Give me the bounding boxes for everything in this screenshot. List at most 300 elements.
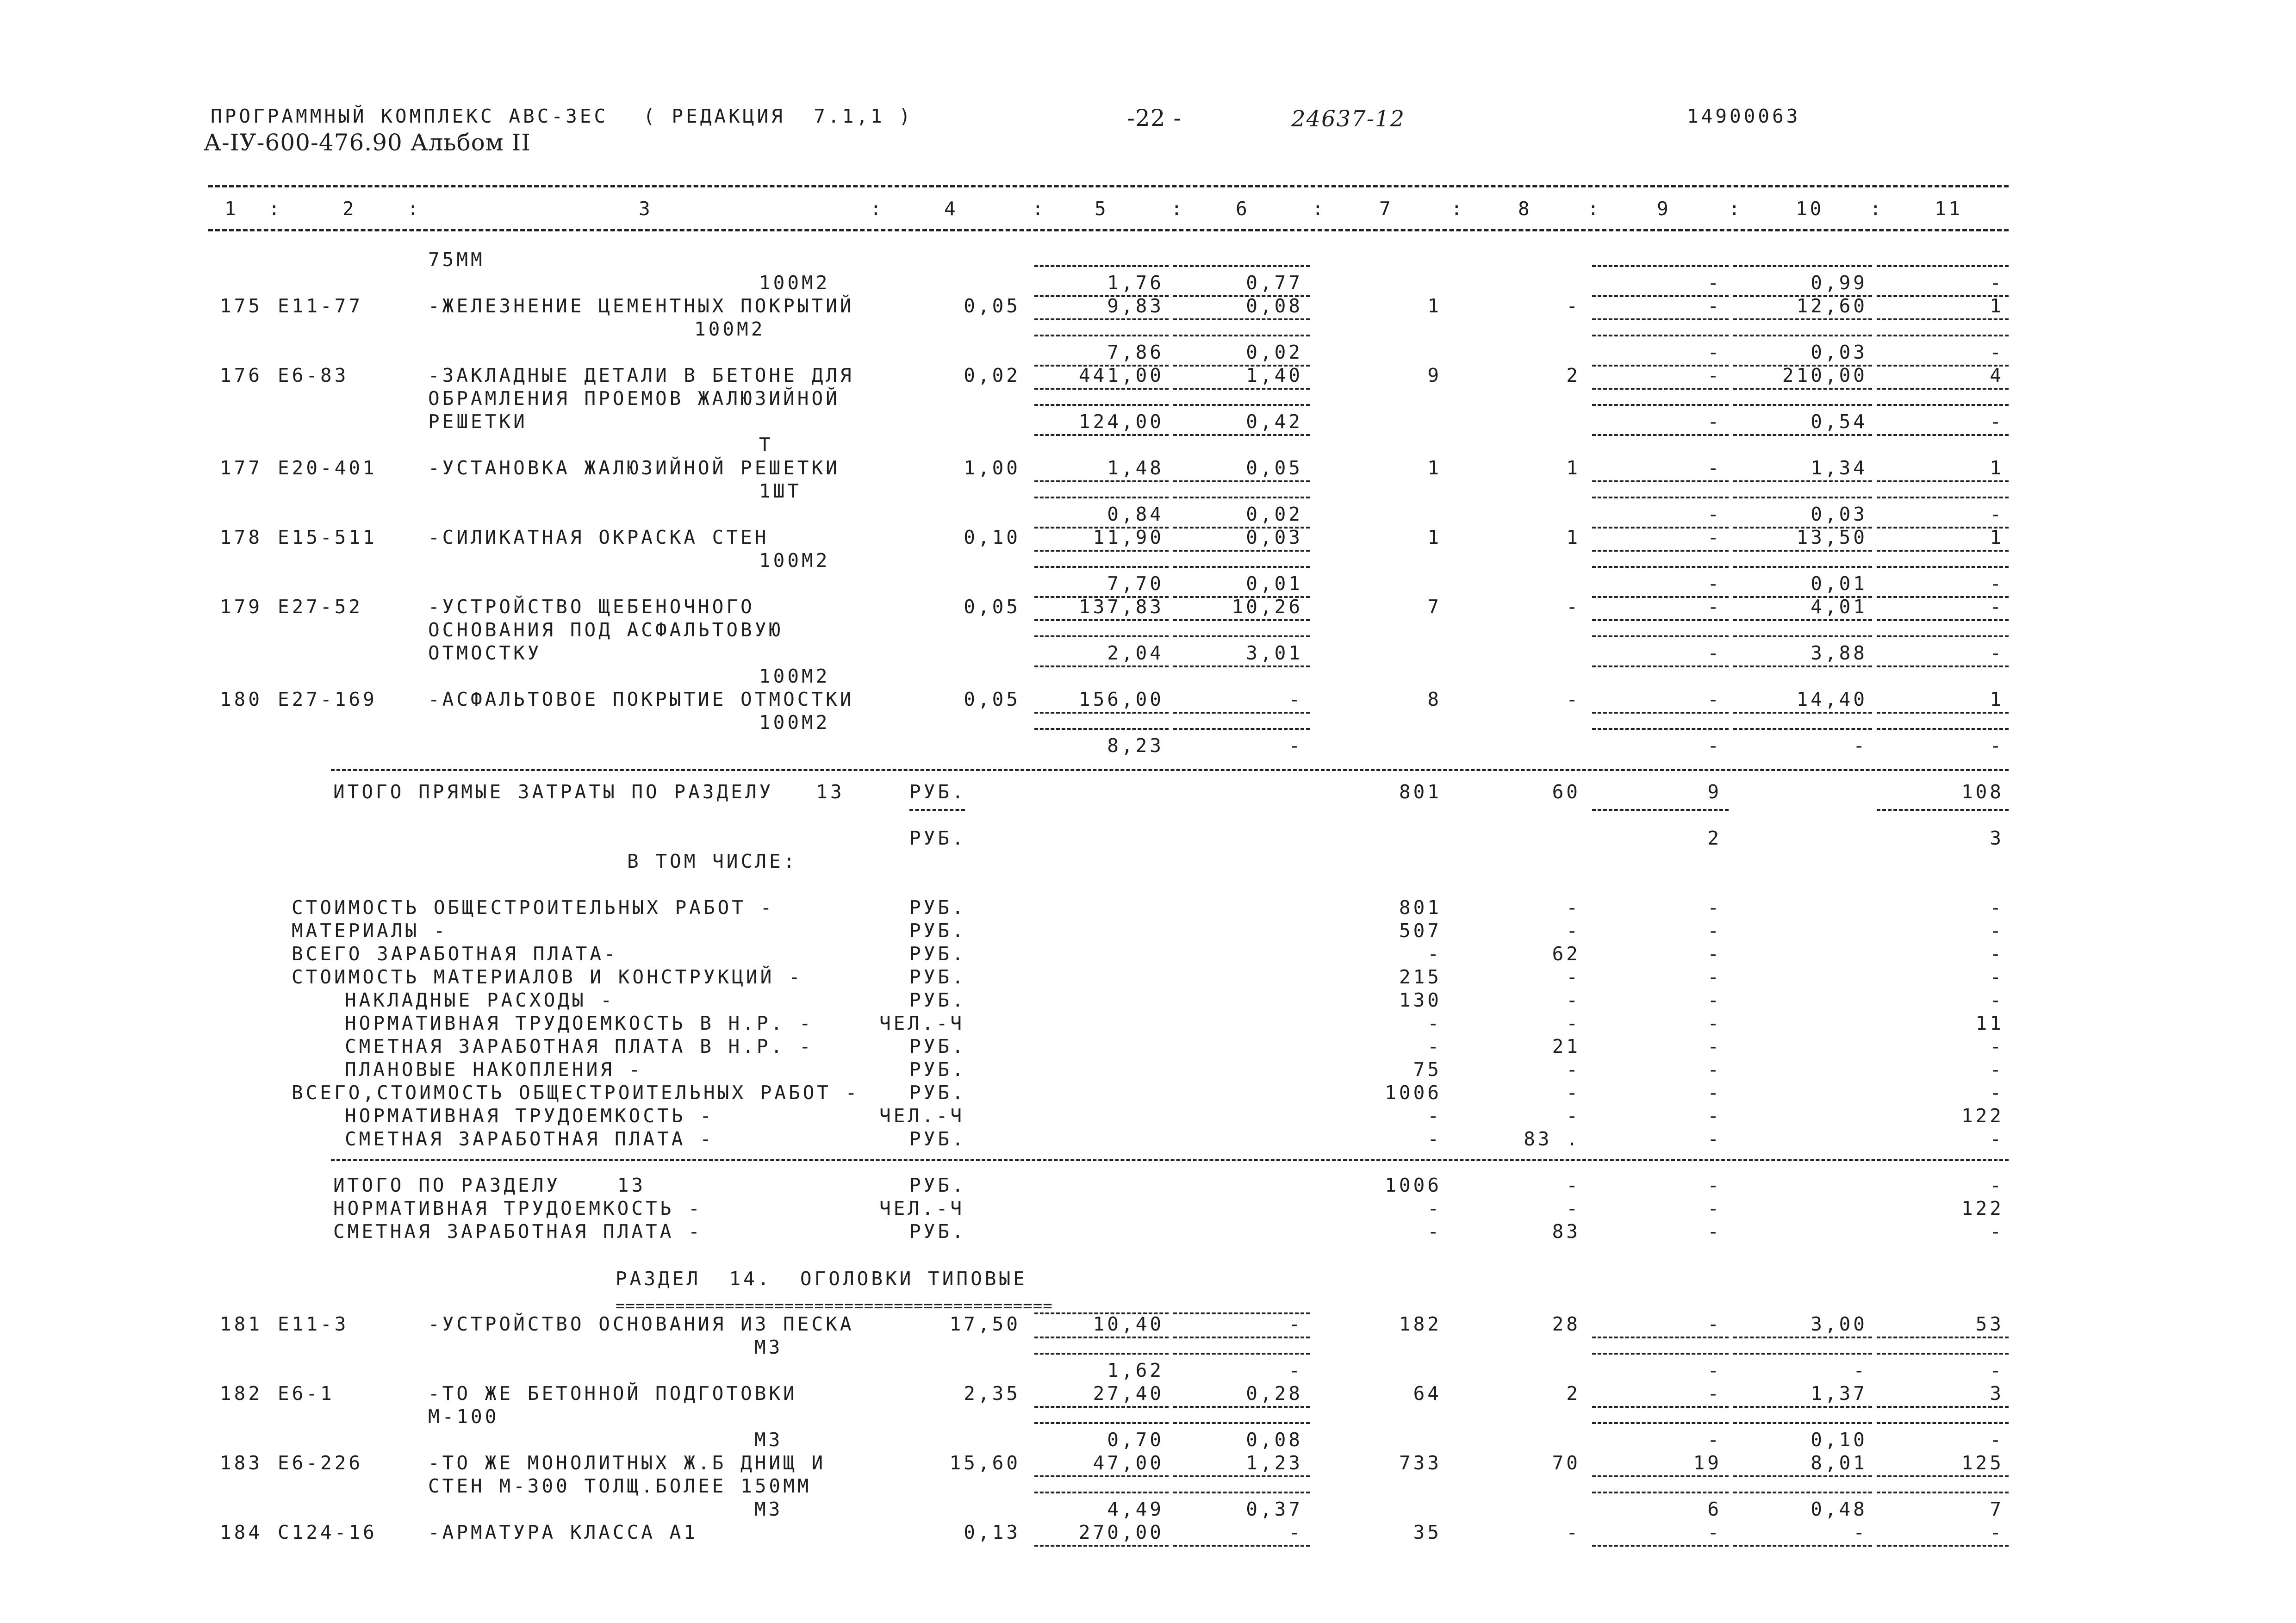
cell-divider bbox=[1877, 665, 2009, 667]
cell-divider bbox=[1592, 665, 1729, 667]
cell-c9: - bbox=[1707, 1105, 1722, 1127]
cell-divider bbox=[1733, 566, 1872, 568]
breakdown-label: СМЕТНАЯ ЗАРАБОТНАЯ ПЛАТА В Н.Р. - bbox=[345, 1035, 814, 1057]
cell-c10: 14,40 bbox=[1796, 688, 1867, 710]
section-14-title: РАЗДЕЛ 14. ОГОЛОВКИ ТИПОВЫЕ bbox=[616, 1268, 1027, 1290]
cell-c8: - bbox=[1566, 1174, 1580, 1196]
cell-c10: 0,54 bbox=[1811, 410, 1867, 433]
cell-c7: - bbox=[1427, 1012, 1442, 1034]
cell-c11: - bbox=[1990, 572, 2004, 595]
cell-c11: - bbox=[1990, 943, 2004, 965]
cell-c11: - bbox=[1990, 734, 2004, 757]
unit-label: РУБ. bbox=[909, 896, 966, 919]
cell-c9: 9 bbox=[1707, 781, 1722, 803]
cell-c6: 0,03 bbox=[1246, 526, 1303, 548]
cell-divider bbox=[1034, 1545, 1169, 1547]
cell-c2: Е6-1 bbox=[278, 1382, 335, 1405]
column-separator: : bbox=[1171, 198, 1185, 220]
cell-divider bbox=[1733, 550, 1872, 552]
cell-divider bbox=[1592, 1337, 1729, 1338]
cell-divider bbox=[1173, 712, 1310, 714]
cell-divider bbox=[1173, 318, 1310, 320]
cell-c10: - bbox=[1853, 734, 1867, 757]
cell-c9: - bbox=[1707, 1197, 1722, 1219]
cell-divider bbox=[1173, 566, 1310, 568]
cell-c3: 100М2 bbox=[759, 711, 830, 734]
cell-c11: 1 bbox=[1990, 295, 2004, 317]
cell-c7: 1006 bbox=[1385, 1174, 1442, 1196]
cell-divider bbox=[1877, 527, 2009, 529]
cell-divider bbox=[1173, 1475, 1310, 1477]
cell-divider bbox=[1733, 1422, 1872, 1424]
cell-c11: - bbox=[1990, 966, 2004, 988]
cell-c9: - bbox=[1707, 1313, 1722, 1335]
handwritten-doc-code: 24637-12 bbox=[1291, 106, 1405, 132]
cell-divider bbox=[1733, 728, 1872, 730]
cell-c2: Е11-3 bbox=[278, 1313, 349, 1335]
cell-divider bbox=[1034, 635, 1169, 637]
cell-c8: 2 bbox=[1566, 364, 1580, 386]
cell-c7: 1006 bbox=[1385, 1082, 1442, 1104]
cell-c9: - bbox=[1707, 503, 1722, 525]
cell-c5: 4,49 bbox=[1107, 1498, 1164, 1520]
unit-label: РУБ. bbox=[909, 1035, 966, 1057]
cell-c8: 62 bbox=[1552, 943, 1580, 965]
unit-label: ЧЕЛ.-Ч bbox=[879, 1105, 965, 1127]
cell-c1: 184 bbox=[220, 1521, 263, 1543]
cell-c3: -СИЛИКАТНАЯ ОКРАСКА СТЕН bbox=[428, 526, 769, 548]
cell-divider bbox=[1173, 404, 1310, 406]
cell-divider bbox=[1592, 728, 1729, 730]
cell-divider bbox=[1034, 712, 1169, 714]
cell-c8: - bbox=[1566, 1105, 1580, 1127]
cell-c5: 27,40 bbox=[1093, 1382, 1164, 1405]
cell-divider bbox=[1877, 596, 2009, 598]
cell-divider bbox=[1733, 265, 1872, 267]
cell-c3: 100М2 bbox=[759, 549, 830, 572]
cell-divider bbox=[1173, 635, 1310, 637]
cell-divider bbox=[1034, 1475, 1169, 1477]
cell-divider bbox=[1592, 712, 1729, 714]
cell-c4: 15,60 bbox=[949, 1452, 1020, 1474]
unit-label: РУБ. bbox=[909, 827, 966, 849]
cell-c8: - bbox=[1566, 920, 1580, 942]
cell-c11: - bbox=[1990, 1429, 2004, 1451]
cell-divider bbox=[1733, 434, 1872, 436]
cell-c6: 0,02 bbox=[1246, 503, 1303, 525]
cell-divider bbox=[1877, 365, 2009, 367]
unit-label: РУБ. bbox=[909, 1082, 966, 1104]
cell-divider bbox=[1173, 1545, 1310, 1547]
cell-c9: - bbox=[1707, 1220, 1722, 1243]
cell-c1: 176 bbox=[220, 364, 263, 386]
cell-divider bbox=[1173, 619, 1310, 621]
unit-label: ЧЕЛ.-Ч bbox=[879, 1197, 965, 1219]
cell-divider bbox=[1877, 1545, 2009, 1547]
cell-divider bbox=[1034, 1337, 1169, 1338]
cell-divider bbox=[1034, 1406, 1169, 1408]
cell-c8: - bbox=[1566, 596, 1580, 618]
cell-divider bbox=[1173, 434, 1310, 436]
column-header-8: 8 bbox=[1518, 198, 1532, 220]
cell-c4: 0,05 bbox=[964, 596, 1020, 618]
cell-divider bbox=[1034, 550, 1169, 552]
cell-c6: 0,37 bbox=[1246, 1498, 1303, 1520]
cell-c7: 1 bbox=[1427, 526, 1442, 548]
cell-divider bbox=[1592, 318, 1729, 320]
cell-c11: - bbox=[1990, 410, 2004, 433]
program-title: ПРОГРАММНЫЙ КОМПЛЕКС АВС-ЗЕС bbox=[211, 105, 609, 127]
breakdown-label: СМЕТНАЯ ЗАРАБОТНАЯ ПЛАТА - bbox=[345, 1128, 714, 1150]
cell-c3: М-100 bbox=[428, 1405, 499, 1428]
cell-c3: 75ММ bbox=[428, 249, 485, 271]
cell-c11: - bbox=[1990, 272, 2004, 294]
cell-divider bbox=[1733, 1406, 1872, 1408]
cell-c7: - bbox=[1427, 1220, 1442, 1243]
column-separator: : bbox=[407, 198, 422, 220]
cell-c11: 53 bbox=[1975, 1313, 2004, 1335]
cell-c11: - bbox=[1990, 1035, 2004, 1057]
unit-label: РУБ. bbox=[909, 1174, 966, 1196]
header-bottom-rule bbox=[208, 229, 2009, 231]
cell-divider bbox=[1733, 480, 1872, 482]
cell-divider bbox=[1034, 665, 1169, 667]
cell-c2: Е27-169 bbox=[278, 688, 377, 710]
cell-c1: 177 bbox=[220, 457, 263, 479]
cell-c7: 9 bbox=[1427, 364, 1442, 386]
cell-c8: 21 bbox=[1552, 1035, 1580, 1057]
cell-c5: 0,70 bbox=[1107, 1429, 1164, 1451]
cell-divider bbox=[1592, 1422, 1729, 1424]
cell-c9: - bbox=[1707, 1521, 1722, 1543]
cell-c2: Е20-401 bbox=[278, 457, 377, 479]
cell-c6: - bbox=[1288, 1313, 1303, 1335]
cell-c9: - bbox=[1707, 410, 1722, 433]
cell-c9: - bbox=[1707, 642, 1722, 664]
cell-divider bbox=[1877, 1337, 2009, 1338]
cell-c5: 0,84 bbox=[1107, 503, 1164, 525]
cell-divider bbox=[1173, 265, 1310, 267]
cell-c11: 122 bbox=[1961, 1105, 2004, 1127]
cell-divider bbox=[1877, 712, 2009, 714]
cell-divider bbox=[1877, 434, 2009, 436]
cell-c5: 270,00 bbox=[1078, 1521, 1164, 1543]
cell-c11: - bbox=[1990, 1359, 2004, 1381]
cell-c3: -УСТАНОВКА ЖАЛЮЗИЙНОЙ РЕШЕТКИ bbox=[428, 457, 840, 479]
cell-c8: 28 bbox=[1552, 1313, 1580, 1335]
cell-c3: -УСТРОЙСТВО ЩЕБЕНОЧНОГО bbox=[428, 596, 755, 618]
cell-c9: - bbox=[1707, 1359, 1722, 1381]
cell-c7: 1 bbox=[1427, 295, 1442, 317]
album-label: А-IУ-600-476.90 Альбом II bbox=[204, 129, 531, 156]
cell-c8: - bbox=[1566, 688, 1580, 710]
cell-c8: - bbox=[1566, 1082, 1580, 1104]
cell-c7: - bbox=[1427, 1128, 1442, 1150]
cell-c5: 1,76 bbox=[1107, 272, 1164, 294]
cell-c8: - bbox=[1566, 1197, 1580, 1219]
unit-label: РУБ. bbox=[909, 1128, 966, 1150]
cell-c1: 182 bbox=[220, 1382, 263, 1405]
cell-c8: - bbox=[1566, 989, 1580, 1011]
cell-c11: - bbox=[1990, 642, 2004, 664]
cell-c7: 801 bbox=[1399, 781, 1442, 803]
cell-c3: -УСТРОЙСТВО ОСНОВАНИЯ ИЗ ПЕСКА bbox=[428, 1313, 854, 1335]
cell-divider bbox=[1592, 1353, 1729, 1355]
cell-c8: - bbox=[1566, 1521, 1580, 1543]
cell-divider bbox=[1877, 388, 2009, 390]
cell-divider bbox=[1034, 335, 1169, 336]
cell-divider bbox=[1733, 497, 1872, 498]
cell-divider bbox=[1877, 265, 2009, 267]
column-separator: : bbox=[1729, 198, 1743, 220]
cell-c9: 6 bbox=[1707, 1498, 1722, 1520]
unit-label: ЧЕЛ.-Ч bbox=[879, 1012, 965, 1034]
cell-c6: - bbox=[1288, 1521, 1303, 1543]
cell-divider bbox=[1592, 480, 1729, 482]
column-header-10: 10 bbox=[1796, 198, 1824, 220]
cell-c10: 0,99 bbox=[1811, 272, 1867, 294]
cell-c6: 1,40 bbox=[1246, 364, 1303, 386]
breakdown-label: СТОИМОСТЬ ОБЩЕСТРОИТЕЛЬНЫХ РАБОТ - bbox=[292, 896, 775, 919]
cell-c9: - bbox=[1707, 457, 1722, 479]
cell-divider bbox=[1034, 1422, 1169, 1424]
cell-c9: - bbox=[1707, 272, 1722, 294]
cell-divider bbox=[1592, 497, 1729, 498]
unit-label: РУБ. bbox=[909, 1058, 966, 1081]
unit-label: РУБ. bbox=[909, 781, 966, 803]
cell-c10: 0,10 bbox=[1811, 1429, 1867, 1451]
section-summary-rule bbox=[331, 1159, 2009, 1161]
cell-c6: 0,28 bbox=[1246, 1382, 1303, 1405]
cell-divider bbox=[1592, 1406, 1729, 1408]
cell-c11: 1 bbox=[1990, 526, 2004, 548]
cell-c2: Е27-52 bbox=[278, 596, 363, 618]
section-total-rule bbox=[331, 769, 2009, 771]
cell-c7: 733 bbox=[1399, 1452, 1442, 1474]
cell-c11: 125 bbox=[1961, 1452, 2004, 1474]
cell-c6: 0,77 bbox=[1246, 272, 1303, 294]
cell-c9: - bbox=[1707, 1174, 1722, 1196]
cell-c5: 1,62 bbox=[1107, 1359, 1164, 1381]
cell-c11: - bbox=[1990, 896, 2004, 919]
cell-c4: 17,50 bbox=[949, 1313, 1020, 1335]
cell-divider bbox=[1877, 335, 2009, 336]
cell-divider bbox=[1733, 335, 1872, 336]
cell-c10: 4,01 bbox=[1811, 596, 1867, 618]
cell-c11: 7 bbox=[1990, 1498, 2004, 1520]
cell-c10: - bbox=[1853, 1521, 1867, 1543]
cell-c9: - bbox=[1707, 896, 1722, 919]
cell-divider bbox=[1877, 728, 2009, 730]
cell-divider bbox=[1877, 497, 2009, 498]
cell-c10: 3,88 bbox=[1811, 642, 1867, 664]
cell-c1: 180 bbox=[220, 688, 263, 710]
cell-c6: 0,01 bbox=[1246, 572, 1303, 595]
cell-c8: - bbox=[1566, 896, 1580, 919]
cell-c11: 1 bbox=[1990, 457, 2004, 479]
cell-c8: - bbox=[1566, 1012, 1580, 1034]
cell-divider bbox=[1592, 404, 1729, 406]
cell-divider bbox=[1592, 809, 1729, 811]
cell-c7: - bbox=[1427, 943, 1442, 965]
cell-c1: 178 bbox=[220, 526, 263, 548]
cell-c7: 7 bbox=[1427, 596, 1442, 618]
cell-c4: 0,05 bbox=[964, 688, 1020, 710]
column-header-3: 3 bbox=[639, 198, 653, 220]
cell-c3: -ТО ЖЕ БЕТОННОЙ ПОДГОТОВКИ bbox=[428, 1382, 797, 1405]
cell-c3: 100М2 bbox=[759, 272, 830, 294]
cell-c3: -АСФАЛЬТОВОЕ ПОКРЫТИЕ ОТМОСТКИ bbox=[428, 688, 854, 710]
cell-c8: 2 bbox=[1566, 1382, 1580, 1405]
cell-divider bbox=[1877, 1353, 2009, 1355]
cell-c9: - bbox=[1707, 1429, 1722, 1451]
cell-c4: 0,10 bbox=[964, 526, 1020, 548]
cell-c3: М3 bbox=[754, 1498, 783, 1520]
cell-c4: 2,35 bbox=[964, 1382, 1020, 1405]
cell-c11: 108 bbox=[1961, 781, 2004, 803]
column-separator: : bbox=[1870, 198, 1884, 220]
cell-c11: - bbox=[1990, 596, 2004, 618]
cell-c10: 0,01 bbox=[1811, 572, 1867, 595]
cell-c9: - bbox=[1707, 989, 1722, 1011]
edition-label: ( РЕДАКЦИЯ 7.1,1 ) bbox=[643, 105, 913, 127]
cell-divider bbox=[1173, 1337, 1310, 1338]
cell-c9: 19 bbox=[1693, 1452, 1722, 1474]
cell-c3: 100М2 bbox=[759, 665, 830, 687]
cell-c9: - bbox=[1707, 943, 1722, 965]
cell-c9: - bbox=[1707, 572, 1722, 595]
cell-c10: 13,50 bbox=[1796, 526, 1867, 548]
unit-label: РУБ. bbox=[909, 1220, 966, 1243]
cell-c5: 7,70 bbox=[1107, 572, 1164, 595]
column-separator: : bbox=[1451, 198, 1465, 220]
cell-c3: М3 bbox=[754, 1429, 783, 1451]
cell-c11: - bbox=[1990, 503, 2004, 525]
cell-c7: 1 bbox=[1427, 457, 1442, 479]
cell-divider bbox=[1733, 1337, 1872, 1338]
cell-c5: 124,00 bbox=[1078, 410, 1164, 433]
cell-divider bbox=[1034, 619, 1169, 621]
cell-c5: 137,83 bbox=[1078, 596, 1164, 618]
cell-c9: - bbox=[1707, 295, 1722, 317]
cell-divider bbox=[1733, 388, 1872, 390]
cell-divider bbox=[1592, 635, 1729, 637]
cell-c10: 1,34 bbox=[1811, 457, 1867, 479]
cell-divider bbox=[1877, 619, 2009, 621]
breakdown-label: СТОИМОСТЬ МАТЕРИАЛОВ И КОНСТРУКЦИЙ - bbox=[292, 966, 803, 988]
cell-divider bbox=[1034, 265, 1169, 267]
cell-c1: 175 bbox=[220, 295, 263, 317]
cell-c9: - bbox=[1707, 966, 1722, 988]
breakdown-label: НОРМАТИВНАЯ ТРУДОЕМКОСТЬ В Н.Р. - bbox=[345, 1012, 814, 1034]
cell-divider bbox=[1034, 388, 1169, 390]
cell-c7: - bbox=[1427, 1035, 1442, 1057]
cell-c2: Е15-511 bbox=[278, 526, 377, 548]
cell-c7: 801 bbox=[1399, 896, 1442, 919]
cell-divider bbox=[1733, 712, 1872, 714]
column-header-7: 7 bbox=[1379, 198, 1394, 220]
cell-c8: 83 bbox=[1552, 1220, 1580, 1243]
cell-divider bbox=[1034, 318, 1169, 320]
cell-divider bbox=[1877, 635, 2009, 637]
cell-divider bbox=[1034, 566, 1169, 568]
column-header-6: 6 bbox=[1236, 198, 1250, 220]
cell-divider bbox=[1592, 265, 1729, 267]
table-top-rule bbox=[208, 185, 2009, 187]
cell-c8: 60 bbox=[1552, 781, 1580, 803]
cell-c9: - bbox=[1707, 1012, 1722, 1034]
cell-c11: 4 bbox=[1990, 364, 2004, 386]
unit-label: РУБ. bbox=[909, 943, 966, 965]
cell-divider bbox=[1877, 318, 2009, 320]
cell-c11: 3 bbox=[1990, 1382, 2004, 1405]
cell-c9: 2 bbox=[1707, 827, 1722, 849]
cell-divider bbox=[1034, 497, 1169, 498]
cell-c1: 183 bbox=[220, 1452, 263, 1474]
cell-c10: 0,48 bbox=[1811, 1498, 1867, 1520]
cell-c6: 0,02 bbox=[1246, 341, 1303, 363]
cell-c7: 215 bbox=[1399, 966, 1442, 988]
cell-c3: СТЕН М-300 ТОЛЩ.БОЛЕЕ 150ММ bbox=[428, 1475, 812, 1497]
cell-c2: Е6-83 bbox=[278, 364, 349, 386]
cell-c8: 83 . bbox=[1524, 1128, 1580, 1150]
cell-c9: - bbox=[1707, 688, 1722, 710]
cell-c3: М3 bbox=[754, 1336, 783, 1358]
cell-c4: 1,00 bbox=[964, 457, 1020, 479]
breakdown-label: НОРМАТИВНАЯ ТРУДОЕМКОСТЬ - bbox=[345, 1105, 714, 1127]
cell-divider bbox=[1733, 1475, 1872, 1477]
section-14-underline: ============================================ bbox=[616, 1298, 1053, 1314]
cell-c8: 1 bbox=[1566, 457, 1580, 479]
cell-divider bbox=[1173, 497, 1310, 498]
cell-c3: РЕШЕТКИ bbox=[428, 410, 528, 433]
breakdown-label: СМЕТНАЯ ЗАРАБОТНАЯ ПЛАТА - bbox=[333, 1220, 703, 1243]
cell-divider bbox=[1592, 550, 1729, 552]
cell-c7: 8 bbox=[1427, 688, 1442, 710]
column-separator: : bbox=[1587, 198, 1602, 220]
cell-c9: - bbox=[1707, 596, 1722, 618]
cell-c3: 1ШТ bbox=[759, 480, 802, 502]
direct-costs-label: ИТОГО ПРЯМЫЕ ЗАТРАТЫ ПО РАЗДЕЛУ 13 bbox=[333, 781, 845, 803]
cell-c5: 8,23 bbox=[1107, 734, 1164, 757]
cell-c7: 130 bbox=[1399, 989, 1442, 1011]
cell-c2: Е6-226 bbox=[278, 1452, 363, 1474]
cell-c6: 1,23 bbox=[1246, 1452, 1303, 1474]
breakdown-label: НОРМАТИВНАЯ ТРУДОЕМКОСТЬ - bbox=[333, 1197, 703, 1219]
cell-divider bbox=[1034, 434, 1169, 436]
cell-c7: - bbox=[1427, 1197, 1442, 1219]
cell-c1: 181 bbox=[220, 1313, 263, 1335]
cell-c4: 0,13 bbox=[964, 1521, 1020, 1543]
cell-c11: - bbox=[1990, 1058, 2004, 1081]
cell-divider bbox=[1173, 335, 1310, 336]
breakdown-label: ВСЕГО,СТОИМОСТЬ ОБЩЕСТРОИТЕЛЬНЫХ РАБОТ - bbox=[292, 1082, 860, 1104]
cell-c7: 182 bbox=[1399, 1313, 1442, 1335]
cell-c4: 0,02 bbox=[964, 364, 1020, 386]
column-header-11: 11 bbox=[1935, 198, 1963, 220]
cell-c10: 0,03 bbox=[1811, 341, 1867, 363]
cell-c3: -ТО ЖЕ МОНОЛИТНЫХ Ж.Б ДНИЩ И bbox=[428, 1452, 826, 1474]
cell-c7: 507 bbox=[1399, 920, 1442, 942]
cell-c3: 100М2 bbox=[694, 318, 765, 340]
cell-c3: ОБРАМЛЕНИЯ ПРОЕМОВ ЖАЛЮЗИЙНОЙ bbox=[428, 387, 840, 410]
cell-divider bbox=[1877, 1492, 2009, 1493]
cell-divider bbox=[1034, 1353, 1169, 1355]
cell-divider bbox=[1877, 550, 2009, 552]
unit-label: РУБ. bbox=[909, 989, 966, 1011]
cell-divider bbox=[1592, 1492, 1729, 1493]
cell-divider bbox=[1877, 1422, 2009, 1424]
